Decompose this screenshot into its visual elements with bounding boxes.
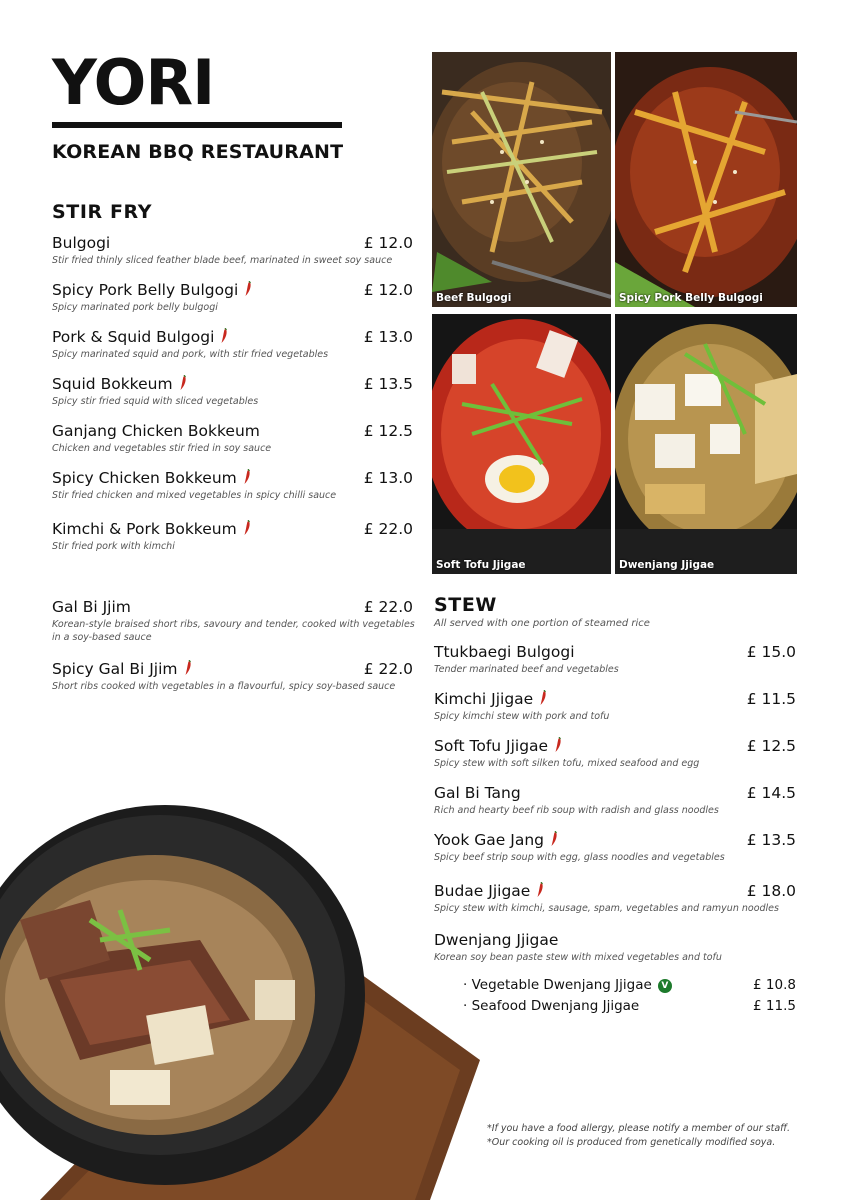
item-name: Spicy Pork Belly Bulgogi: [52, 281, 239, 299]
item-description: Stir fried pork with kimchi: [52, 541, 175, 552]
photo-caption: Soft Tofu Jjigae: [436, 559, 526, 571]
logo-underline: [52, 122, 342, 128]
sub-item-price: £ 10.8: [753, 977, 796, 993]
restaurant-subtitle: KOREAN BBQ RESTAURANT: [52, 141, 344, 163]
chili-icon: [539, 690, 547, 706]
item-price: £ 12.0: [363, 281, 413, 299]
item-name: Gal Bi Jjim: [52, 598, 131, 616]
menu-item: [434, 643, 796, 676]
menu-item: [434, 931, 796, 964]
item-name: Dwenjang Jjigae: [434, 931, 559, 949]
item-price: £ 22.0: [363, 660, 413, 678]
sub-menu-item: [463, 977, 796, 993]
item-name: Soft Tofu Jjigae: [434, 737, 549, 755]
menu-item: [52, 422, 413, 455]
sub-item-price: £ 11.5: [753, 998, 796, 1014]
menu-item: [434, 831, 796, 864]
item-name: Ttukbaegi Bulgogi: [434, 643, 575, 661]
chili-icon: [244, 281, 252, 297]
item-name: Gal Bi Tang: [434, 784, 521, 802]
item-price: £ 11.5: [746, 690, 796, 708]
chili-icon: [550, 831, 558, 847]
item-name: Ganjang Chicken Bokkeum: [52, 422, 260, 440]
item-name: Spicy Gal Bi Jjim: [52, 660, 178, 678]
menu-item: [434, 784, 796, 817]
item-description: Spicy kimchi stew with pork and tofu: [434, 711, 610, 722]
item-description: Tender marinated beef and vegetables: [434, 664, 619, 675]
footnote-oil: *Our cooking oil is produced from genetically modified soya.: [487, 1136, 776, 1148]
item-description: Spicy marinated pork belly bulgogi: [52, 302, 218, 313]
item-description: Chicken and vegetables stir fried in soy sauce: [52, 443, 272, 454]
photo-caption: Beef Bulgogi: [436, 292, 512, 304]
chili-icon: [184, 660, 192, 676]
menu-item: [52, 660, 413, 693]
restaurant-logo: YORI: [52, 46, 215, 119]
item-name: Pork & Squid Bulgogi: [52, 328, 215, 346]
photo-spicy-pork-belly-bulgogi: [615, 52, 797, 307]
item-name: Bulgogi: [52, 234, 111, 252]
item-description: Rich and hearty beef rib soup with radish and glass noodles: [434, 805, 719, 816]
chili-icon: [179, 375, 187, 391]
item-description: Spicy marinated squid and pork, with stir fried vegetables: [52, 349, 329, 360]
chili-icon: [554, 737, 562, 753]
soft-tofu-image: [432, 314, 611, 574]
menu-item: [434, 737, 796, 770]
menu-item: [52, 469, 413, 502]
item-description: Spicy stir fried squid with sliced vegetables: [52, 396, 259, 407]
menu-item: [52, 520, 413, 553]
item-name: Yook Gae Jang: [434, 831, 544, 849]
item-name: Kimchi Jjigae: [434, 690, 534, 708]
item-name: Kimchi & Pork Bokkeum: [52, 520, 237, 538]
stew-subtitle: All served with one portion of steamed rice: [434, 618, 650, 629]
item-price: £ 15.0: [746, 643, 796, 661]
item-price: £ 14.5: [746, 784, 796, 802]
item-price: £ 13.5: [746, 831, 796, 849]
menu-item: [52, 234, 413, 267]
menu-item: [434, 882, 796, 915]
item-price: £ 13.0: [363, 328, 413, 346]
item-description: Korean-style braised short ribs, savoury and tender, cooked with vegetables in a soy-based sauce: [52, 619, 415, 644]
chili-icon: [243, 520, 251, 536]
chili-icon: [243, 469, 251, 485]
photo-galbitang-bowl: [0, 760, 480, 1200]
dwenjang-image: [615, 314, 797, 574]
sub-item-name: · Seafood Dwenjang Jjigae: [463, 998, 640, 1014]
item-description: Spicy stew with soft silken tofu, mixed seafood and egg: [434, 758, 700, 769]
galbitang-image: [0, 760, 480, 1200]
menu-item: [52, 281, 413, 314]
chili-icon: [220, 328, 228, 344]
section-title-stir-fry: STIR FRY: [52, 201, 153, 223]
photo-soft-tofu-jjigae: [432, 314, 611, 574]
chili-icon: [536, 882, 544, 898]
menu-item: [434, 690, 796, 723]
item-description: Stir fried chicken and mixed vegetables in spicy chilli sauce: [52, 490, 337, 501]
sub-menu-item: [463, 998, 796, 1014]
photo-dwenjang-jjigae: [615, 314, 797, 574]
beef-bulgogi-image: [432, 52, 611, 307]
item-description: Spicy stew with kimchi, sausage, spam, vegetables and ramyun noodles: [434, 903, 779, 914]
item-description: Short ribs cooked with vegetables in a flavourful, spicy soy-based sauce: [52, 681, 396, 692]
item-price: £ 13.0: [363, 469, 413, 487]
item-price: £ 22.0: [363, 520, 413, 538]
item-price: £ 13.5: [363, 375, 413, 393]
menu-item: [52, 328, 413, 361]
footnotes: [487, 1122, 790, 1150]
item-name: Budae Jjigae: [434, 882, 531, 900]
item-description: Korean soy bean paste stew with mixed vegetables and tofu: [434, 952, 722, 963]
menu-item: [52, 598, 413, 645]
item-description: Stir fried thinly sliced feather blade beef, marinated in sweet soy sauce: [52, 255, 393, 266]
photo-caption: Dwenjang Jjigae: [619, 559, 715, 571]
item-price: £ 12.5: [746, 737, 796, 755]
vegetarian-badge: V: [658, 979, 672, 993]
spicy-pork-image: [615, 52, 797, 307]
photo-beef-bulgogi: [432, 52, 611, 307]
item-price: £ 12.0: [363, 234, 413, 252]
section-title-stew: STEW: [434, 594, 497, 616]
item-price: £ 18.0: [746, 882, 796, 900]
item-description: Spicy beef strip soup with egg, glass noodles and vegetables: [434, 852, 725, 863]
footnote-allergy: *If you have a food allergy, please notify a member of our staff.: [487, 1123, 791, 1134]
sub-item-name: · Vegetable Dwenjang Jjigae: [463, 977, 652, 993]
menu-item: [52, 375, 413, 408]
item-name: Squid Bokkeum: [52, 375, 173, 393]
item-price: £ 22.0: [363, 598, 413, 616]
item-price: £ 12.5: [363, 422, 413, 440]
photo-caption: Spicy Pork Belly Bulgogi: [619, 292, 763, 304]
item-name: Spicy Chicken Bokkeum: [52, 469, 237, 487]
